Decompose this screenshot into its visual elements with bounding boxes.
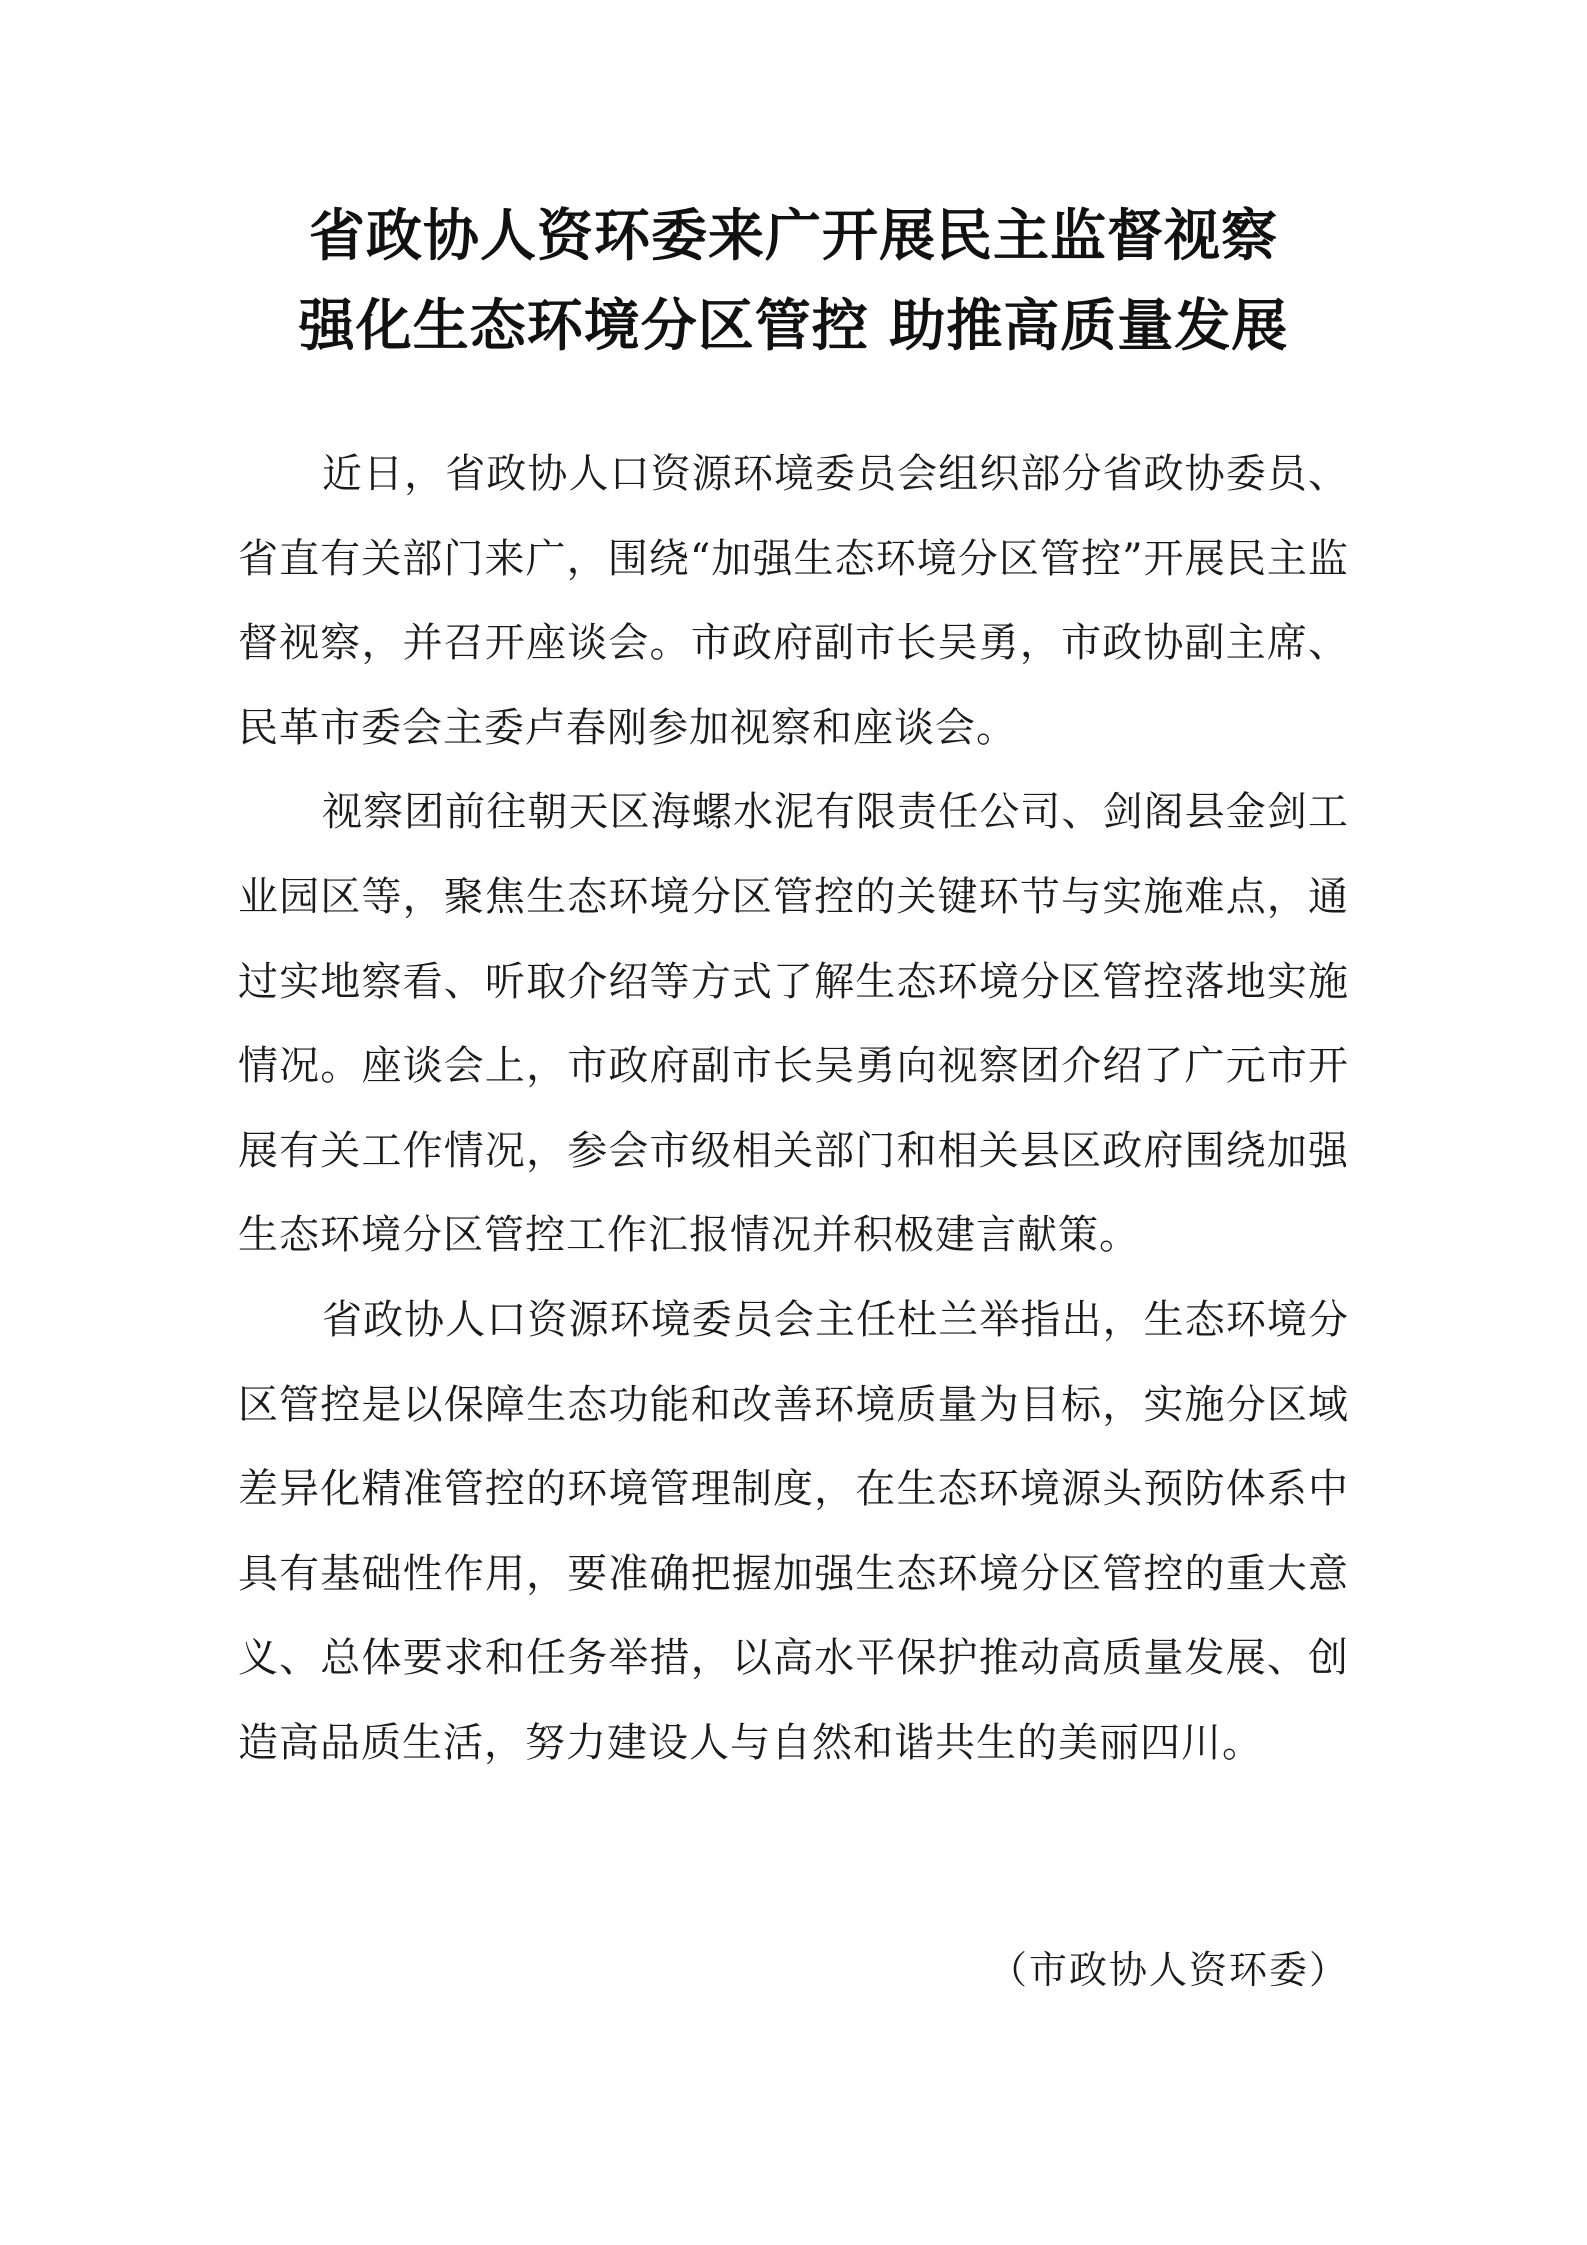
paragraph-1: 近日，省政协人口资源环境委员会组织部分省政协委员、省直有关部门来广，围绕“加强生态环境分区管控”开展民主监督视察，并召开座谈会。市政府副市长吴勇，市政协副主席、民革市委会主委卢春刚参加视察和座谈会。 (238, 451, 1349, 751)
document-title (238, 192, 1349, 372)
paragraph-3: 省政协人口资源环境委员会主任杜兰举指出，生态环境分区管控是以保障生态功能和改善环境质量为目标，实施分区域差异化精准管控的环境管理制度，在生态环境源头预防体系中具有基础性作用，要准确把握加强生态环境分区管控的重大意义、总体要求和任务举措，以高水平保护推动高质量发展、创造高品质生活，努力建设人与自然和谐共生的美丽四川。 (238, 1296, 1349, 1766)
title-line-2: 强化生态环境分区管控 助推高质量发展 (298, 294, 1289, 359)
author-signature: （市政协人资环委） (988, 1948, 1349, 1992)
title-line-1: 省政协人资环委来广开展民主监督视察 (309, 204, 1278, 269)
article-body (238, 432, 1349, 1786)
paragraph-2: 视察团前往朝天区海螺水泥有限责任公司、剑阁县金剑工业园区等，聚焦生态环境分区管控的关键环节与实施难点，通过实地察看、听取介绍等方式了解生态环境分区管控落地实施情况。座谈会上，市政府副市长吴勇向视察团介绍了广元市开展有关工作情况，参会市级相关部门和相关县区政府围绕加强生态环境分区管控工作汇报情况并积极建言献策。 (238, 789, 1349, 1259)
